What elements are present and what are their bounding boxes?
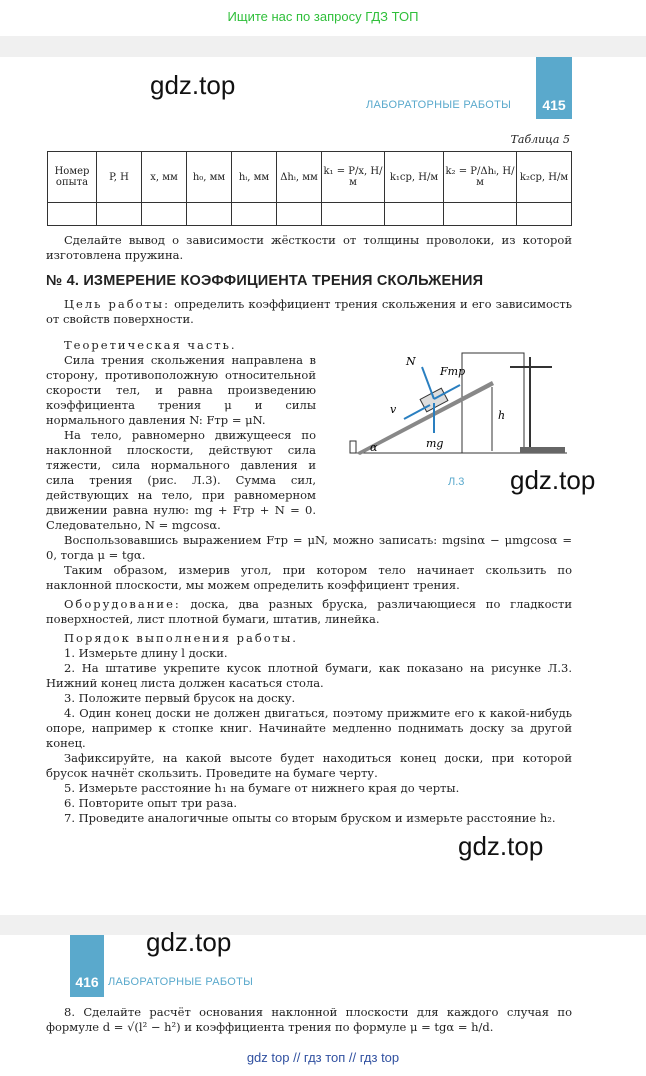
section-title: № 4. ИЗМЕРЕНИЕ КОЭФФИЦИЕНТА ТРЕНИЯ СКОЛЬЖЕНИЯ bbox=[46, 273, 484, 289]
step: 8. Сделайте расчёт основания наклонной плоскости для каждого случая по формуле d = √(l² − h²) и коэффициента трения по формуле μ = tgα = h/d. bbox=[46, 1005, 572, 1034]
figure-caption: Л.3 bbox=[448, 476, 465, 488]
table-header-cell: k₂ср, Н/м bbox=[517, 152, 572, 203]
theory-paragraph-3: Воспользовавшись выражением Fтр = μN, можно записать: mgsinα − μmgcosα = 0, тогда μ = tgα. bbox=[46, 533, 572, 562]
theory-block bbox=[46, 338, 316, 533]
table-cell bbox=[517, 203, 572, 226]
step: 3. Положите первый брусок на доску. bbox=[64, 691, 296, 705]
watermark: gdz.top bbox=[150, 70, 236, 100]
header-title: ЛАБОРАТОРНЫЕ РАБОТЫ bbox=[366, 99, 512, 111]
goal-text bbox=[46, 297, 572, 327]
table-cell bbox=[142, 203, 187, 226]
paragraph bbox=[46, 297, 572, 327]
table-cell bbox=[444, 203, 517, 226]
theory-paragraph-4: Таким образом, измерив угол, при котором тело начинает скользить по наклонной плоскости, мы можем определить коэффициент трения. bbox=[46, 563, 572, 592]
watermark: gdz.top bbox=[146, 927, 232, 957]
paragraph: Сделайте вывод о зависимости жёсткости от толщины проволоки, из которой изготовлена пружина. bbox=[46, 233, 572, 262]
theory-continued bbox=[46, 533, 572, 826]
label-f: Fтр bbox=[440, 365, 466, 378]
equipment-paragraph bbox=[46, 597, 572, 627]
inclined-plane-figure bbox=[342, 347, 582, 457]
equipment-body: доска, два разных бруска, различающиеся по гладкости поверхностей, лист плотной бумаги, штатив, линейка. bbox=[46, 597, 573, 626]
table-header-cell: k₁ = P/x, Н/м bbox=[322, 152, 385, 203]
table-header-cell: P, Н bbox=[97, 152, 142, 203]
table-header-cell: h₀, мм bbox=[187, 152, 232, 203]
page-number: 416 bbox=[70, 935, 104, 997]
step: 2. На штативе укрепите кусок плотной бумаги, как показано на рисунке Л.3. Нижний конец листа должен касаться стола. bbox=[46, 661, 572, 690]
stop-block bbox=[350, 441, 356, 453]
table-row bbox=[48, 203, 572, 226]
step: 6. Повторите опыт три раза. bbox=[64, 796, 237, 810]
banner-text[interactable]: Ищите нас по запросу ГДЗ ТОП bbox=[227, 9, 419, 24]
table-header-cell: hᵢ, мм bbox=[232, 152, 277, 203]
table-cell bbox=[97, 203, 142, 226]
watermark: gdz.top bbox=[458, 831, 544, 861]
theory-paragraph-1: Сила трения скольжения направлена в сторону, противоположную относительной скорости тел, и равна произведению коэффициента трения μ и силы нормального давления N: Fтр = μN. bbox=[46, 353, 316, 427]
table-caption: Таблица 5 bbox=[510, 133, 570, 146]
table-header-cell: x, мм bbox=[142, 152, 187, 203]
conclusion-text bbox=[46, 233, 572, 263]
goal-label: Цель работы: bbox=[64, 297, 170, 311]
step: 5. Измерьте расстояние h₁ на бумаге от нижнего края до черты. bbox=[64, 781, 460, 795]
label-mg: mg bbox=[426, 437, 444, 450]
label-v: v bbox=[390, 403, 397, 416]
table-header-cell: Номер опыта bbox=[48, 152, 97, 203]
table-header-cell: k₂ = P/Δhᵢ, Н/м bbox=[444, 152, 517, 203]
step: 1. Измерьте длину l доски. bbox=[64, 646, 228, 660]
goal-body: определить коэффициент трения скольжения и его зависимость от свойств поверхности. bbox=[46, 297, 572, 326]
footer-links[interactable]: gdz top // гдз топ // гдз top bbox=[246, 1050, 400, 1065]
table-cell bbox=[385, 203, 444, 226]
table-header-row bbox=[48, 152, 572, 203]
table-cell bbox=[277, 203, 322, 226]
step: 4. Один конец доски не должен двигаться, поэтому прижмите его к какой-нибудь опоре, например к стопке книг. Начинайте медленно поднимать доску за другой конец. bbox=[46, 706, 572, 750]
page-number: 415 bbox=[536, 57, 572, 119]
table-cell bbox=[232, 203, 277, 226]
step8-text bbox=[46, 1005, 572, 1035]
watermark: gdz.top bbox=[510, 465, 596, 495]
table-cell bbox=[187, 203, 232, 226]
table-header-cell: Δhᵢ, мм bbox=[277, 152, 322, 203]
label-alpha: α bbox=[370, 441, 378, 454]
table-cell bbox=[322, 203, 385, 226]
label-n: N bbox=[406, 355, 416, 368]
header-title: ЛАБОРАТОРНЫЕ РАБОТЫ bbox=[108, 976, 254, 988]
step: Зафиксируйте, на какой высоте будет находиться конец доски, при которой брусок начнёт скользить. Проведите на бумаге черту. bbox=[46, 751, 572, 780]
label-h: h bbox=[498, 409, 506, 422]
table-header-cell: k₁ср, Н/м bbox=[385, 152, 444, 203]
theory-paragraph-2: На тело, равномерно движущееся по наклонной плоскости, действуют сила тяжести, сила нормального давления и сила трения (рис. Л.3). Сумма сил, действующих на тело, при равномерном движении равна нулю: mg + Fтр + N = 0. Следовательно, N = mgcosα. bbox=[46, 428, 316, 532]
results-table bbox=[47, 151, 572, 226]
page-415 bbox=[0, 57, 646, 915]
top-banner bbox=[0, 0, 646, 36]
step: 7. Проведите аналогичные опыты со вторым бруском и измерьте расстояние h₂. bbox=[64, 811, 556, 825]
stand-base bbox=[520, 447, 565, 453]
normal-arrow bbox=[422, 367, 434, 399]
equipment-label: Оборудование: bbox=[64, 597, 181, 611]
theory-label: Теоретическая часть. bbox=[64, 338, 237, 352]
table-cell bbox=[48, 203, 97, 226]
procedure-label: Порядок выполнения работы. bbox=[64, 631, 298, 645]
